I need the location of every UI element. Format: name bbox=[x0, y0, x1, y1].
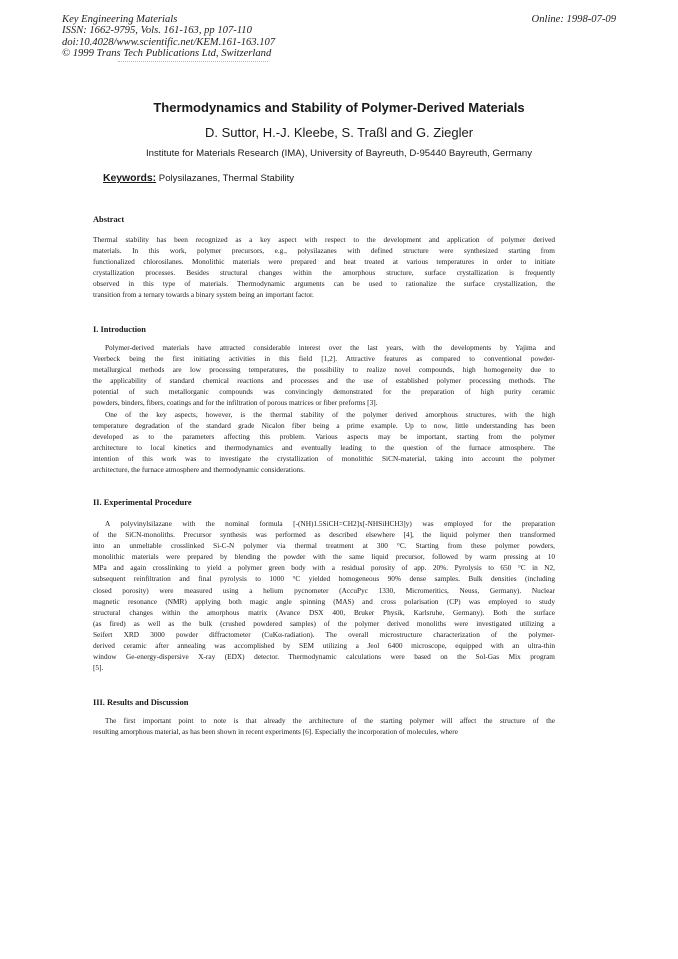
introduction-paragraph-1 bbox=[93, 342, 555, 409]
issn-line: ISSN: 1662-9795, Vols. 161-163, pp 107-110 bbox=[62, 25, 252, 37]
experimental-line: subsequent reinfiltration and final pyrolysis to 1000 °C yielded homogeneous 90% dense samples. Bulk densities (including bbox=[93, 574, 555, 584]
results-line: The first important point to note is that already the architecture of the starting polymer will affect the structure of the bbox=[105, 716, 555, 725]
keywords-label: Keywords: bbox=[103, 173, 157, 184]
abstract-body bbox=[93, 234, 555, 301]
abstract-line: crystallization processes. Besides structural changes within the amorphous structure, surface crystallization is frequently bbox=[93, 268, 555, 278]
experimental-line: structural changes within the amorphous matrix (Avance DSX 400, Bruker Physik, Karlsruhe, Germany). Both the surface bbox=[93, 607, 555, 617]
abstract-heading: Abstract bbox=[93, 215, 125, 224]
experimental-line: window Ge-energy-dispersive X-ray (EDX) detector. Thermodynamic calculations were based on the Sol-Gas Mix program bbox=[93, 652, 555, 662]
experimental-line: of the SiCN-monoliths. Precursor synthesis was performed as described elsewhere [4], the liquid polymer then transformed bbox=[93, 530, 555, 540]
results-heading: III. Results and Discussion bbox=[93, 698, 189, 707]
keywords-values: Polysilazanes, Thermal Stability bbox=[158, 173, 295, 184]
experimental-line: Seifert XRD 3000 powder diffractometer (CuKα-radiation). The overall microstructure characterization of the polymer- bbox=[93, 629, 555, 639]
copyright-line: © 1999 Trans Tech Publications Ltd, Switzerland bbox=[62, 48, 272, 60]
introduction-heading: I. Introduction bbox=[93, 325, 146, 334]
abstract-line: observed in this type of materials. Thermodynamic arguments can be used to rationalize the surface crystallization, the bbox=[93, 279, 555, 289]
paper-title: Thermodynamics and Stability of Polymer-Derived Materials bbox=[153, 100, 525, 115]
experimental-line: derived ceramic after annealing was accomplished by SEM utilizing a Jeol 6400 microscope, equipped with an ultra-thin bbox=[93, 641, 555, 651]
online-date: Online: 1998-07-09 bbox=[531, 14, 616, 25]
affiliation: Institute for Materials Research (IMA), University of Bayreuth, D-95440 Bayreuth, Germany bbox=[145, 148, 533, 159]
intro-line: the applicability of standard chemical reactions and processes and the use of established polymer processing methods. The bbox=[93, 376, 555, 386]
doi-line[interactable]: doi:10.4028/www.scientific.net/KEM.161-163.107 bbox=[62, 36, 276, 48]
abstract-line: functionalized chlorosilanes. Monolithic materials were prepared and heat treated at various temperatures in order to initiate bbox=[93, 257, 555, 267]
keywords-line bbox=[103, 173, 294, 184]
experimental-heading: II. Experimental Procedure bbox=[93, 498, 192, 507]
intro-line: potential of such metallorganic compounds was convincingly demonstrated for the preparation of high purity ceramic bbox=[93, 387, 555, 397]
abstract-line: materials. In this work, polymer precursors, e.g., polysilazanes with defined structure were synthesized starting from bbox=[93, 246, 555, 256]
intro-line: developed as to the parameters affecting this problem. Various aspects may be important, starting from the polymer bbox=[93, 431, 555, 441]
experimental-line: (as fired) as well as the bulk (crushed powdered samples) of the polymer derived monoliths were investigated utilizing a bbox=[93, 618, 555, 628]
experimental-line: closed porosity) were measured using a helium pycnometer (AccuPyc 1330, Micromeritics, Neuss, Germany). Nuclear bbox=[93, 585, 555, 595]
results-body bbox=[93, 715, 555, 737]
faded-scan-line bbox=[118, 61, 268, 66]
abstract-line: transition from a ternary towards a binary system being an important factor. bbox=[93, 290, 314, 300]
experimental-line: [5]. bbox=[93, 663, 104, 673]
abstract-line: Thermal stability has been recognized as a key aspect with respect to the development and application of polymer derived bbox=[93, 235, 555, 244]
results-line: resulting amorphous material, as has been shown in recent experiments [6]. Especially the incorporation of molecules, where bbox=[93, 727, 458, 737]
intro-line: metallurgical methods are low processing temperatures, the possibility to realize novel compounds, high homogeneity due to bbox=[93, 365, 555, 375]
experimental-line: magnetic resonance (NMR) applying both magic angle spinning (MAS) and cross polarisation (CP) was employed to study bbox=[93, 596, 555, 606]
intro-line: temperature degradation of the standard grade Nicalon fiber being a prime example. Up to now, little understanding has been bbox=[93, 420, 555, 430]
intro-line: intention of this work was to investigate the crystallization of monolithic SiCN-material, taking into account the polymer bbox=[93, 453, 555, 463]
introduction-paragraph-2 bbox=[93, 409, 555, 476]
intro-line: Polymer-derived materials have attracted considerable interest over the last years, with the developments by Yajima and bbox=[105, 343, 555, 352]
experimental-line: into an unmeltable crosslinked Si-C-N polymer via thermal treatment at 300 °C. Starting from these polymer powders, bbox=[93, 541, 555, 551]
publication-metadata bbox=[62, 14, 275, 60]
intro-line: One of the key aspects, however, is the thermal stability of the polymer derived amorphous structures, with the high bbox=[105, 409, 555, 419]
intro-line: architecture to local kinetics and thermodynamics and eventually leading to the question of the furnace atmosphere. The bbox=[93, 442, 555, 452]
experimental-line: MPa and again crosslinking to yield a polymer green body with a residual porosity of app. 20%. Pyrolysis to 650 °C in N2, bbox=[93, 563, 555, 573]
intro-line: Veerbeck being the first initiating activities in this field [1,2]. Attractive features as compared to conventional powder- bbox=[93, 354, 555, 364]
intro-line: architecture, the furnace atmosphere and thermodynamic considerations. bbox=[93, 465, 305, 475]
author-list: D. Suttor, H.-J. Kleebe, S. Traßl and G. Ziegler bbox=[204, 125, 474, 140]
experimental-line: monolithic materials were prepared by blending the powder with the same liquid precursor, followed by warm pressing at 10 bbox=[93, 552, 555, 562]
experimental-line: A polyvinylsilazane with the nominal formula [-(NH)1.5SiCH=CH2]x[-NHSiHCH3]y) was employed for the preparation bbox=[105, 519, 555, 528]
intro-line: powders, binders, fibers, coatings and for the infiltration of porous matrices or fiber preforms [3]. bbox=[93, 398, 378, 408]
experimental-body bbox=[93, 518, 555, 673]
journal-name: Key Engineering Materials bbox=[62, 14, 178, 25]
